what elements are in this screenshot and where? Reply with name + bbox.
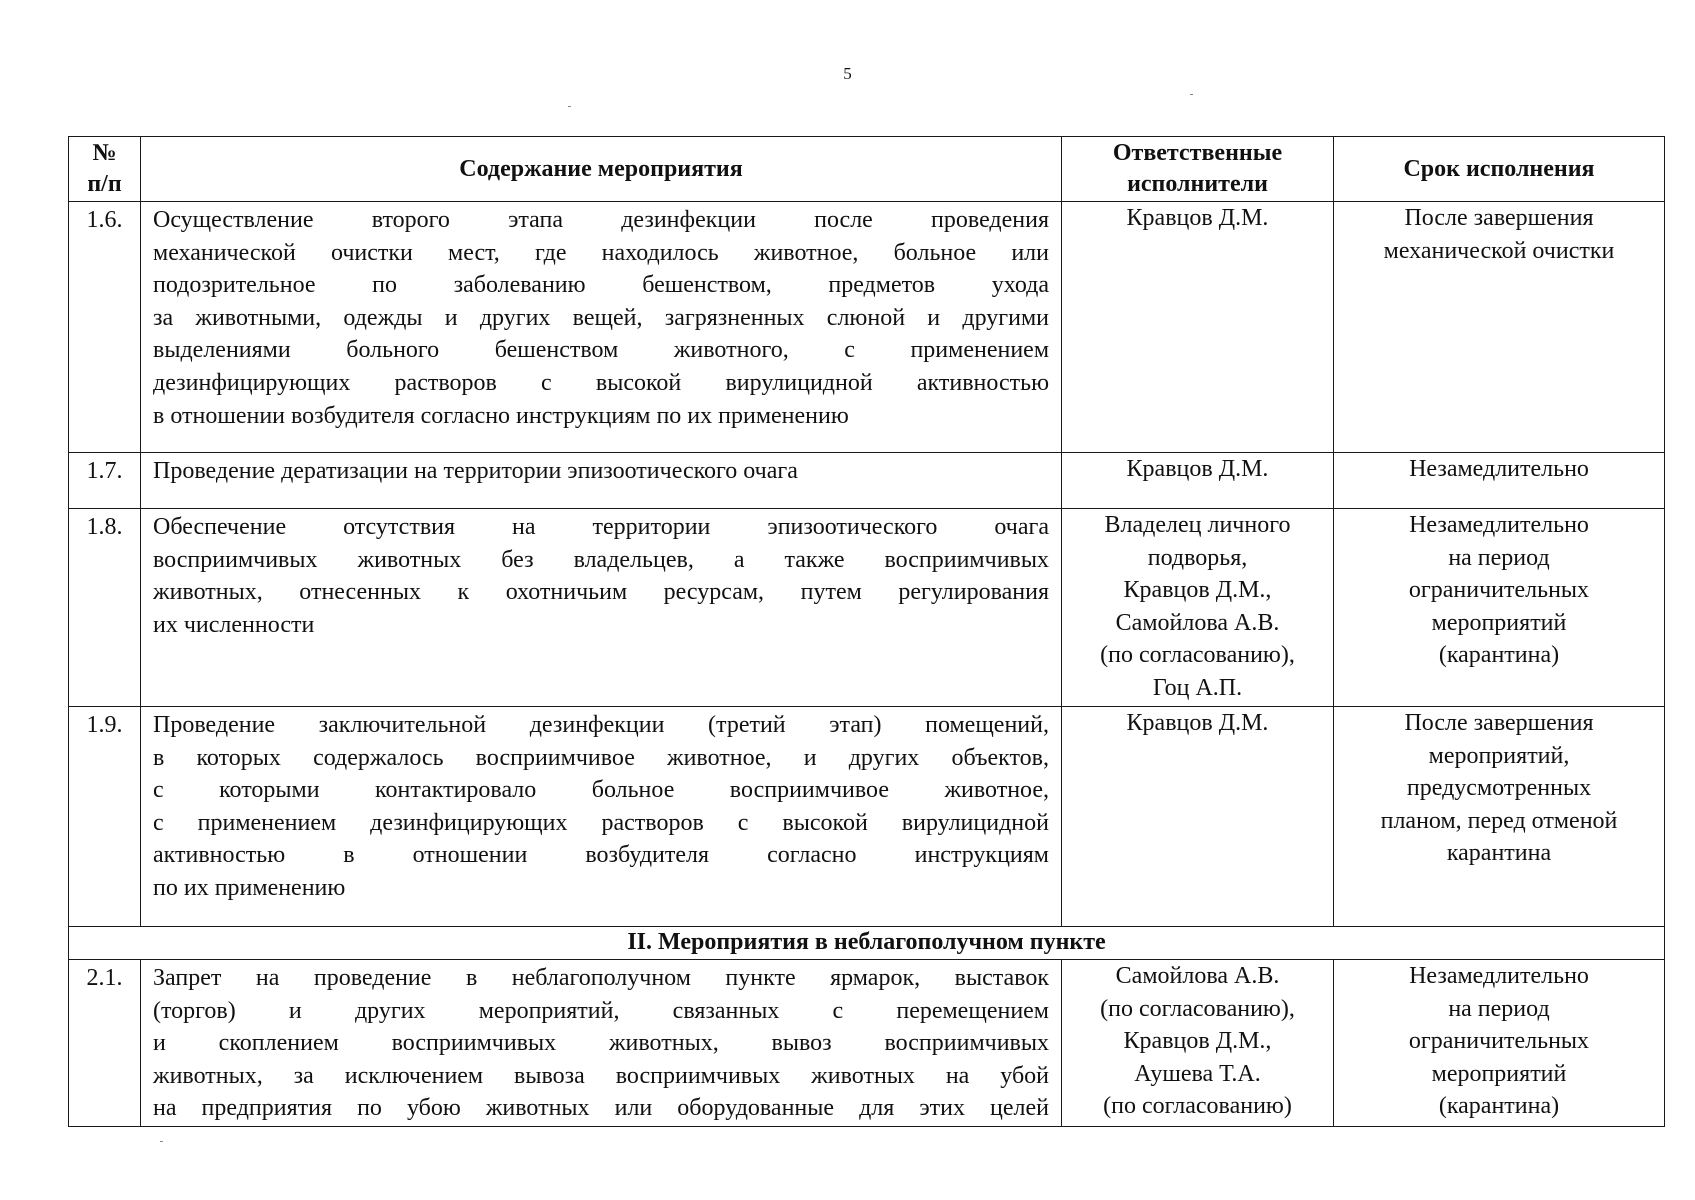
content-line: Проведение заключительной дезинфекции (третий этап) помещений,	[153, 712, 1049, 738]
row-content	[141, 453, 1062, 509]
row-term	[1334, 707, 1665, 927]
term-line: После завершения	[1404, 710, 1594, 736]
responsible-line: Кравцов Д.М.,	[1123, 1028, 1272, 1055]
content-line: Запрет на проведение в неблагополучном пункте ярмарок, выставок	[153, 965, 1049, 991]
content-line: дезинфицирующих растворов с высокой вирулицидной активностью	[153, 369, 1049, 396]
row-number: 1.6.	[69, 202, 141, 453]
term-line: на период	[1448, 995, 1550, 1022]
content-line: с которыми контактировало больное восприимчивое животное,	[153, 777, 1049, 804]
row-term	[1334, 960, 1665, 1127]
content-line: подозрительное по заболеванию бешенством, предметов ухода	[153, 272, 1049, 299]
term-line: на период	[1448, 544, 1550, 571]
row-number: 1.8.	[69, 509, 141, 707]
responsible-line: Аушева Т.А.	[1134, 1060, 1261, 1087]
responsible-line: Кравцов Д.М.	[1126, 710, 1269, 736]
measures-table	[68, 136, 1665, 1127]
row-responsible	[1062, 509, 1334, 707]
row-term	[1334, 202, 1665, 453]
header-responsible-line: исполнители	[1127, 171, 1268, 197]
table-header-row	[69, 137, 1665, 202]
table-row	[69, 960, 1665, 1127]
term-line: Незамедлительно	[1409, 512, 1589, 538]
term-line: ограничительных	[1408, 1028, 1590, 1055]
responsible-line: Кравцов Д.М.,	[1123, 577, 1272, 604]
row-content	[141, 960, 1062, 1127]
row-responsible	[1062, 707, 1334, 927]
responsible-line: (по согласованию),	[1100, 995, 1295, 1022]
row-responsible	[1062, 202, 1334, 453]
responsible-line: Самойлова А.В.	[1115, 963, 1280, 989]
content-line: по их применению	[153, 874, 346, 901]
term-line: мероприятий,	[1428, 742, 1570, 769]
content-line: выделениями больного бешенством животного, с применением	[153, 337, 1049, 364]
header-term: Срок исполнения	[1334, 137, 1665, 202]
content-line: их численности	[153, 611, 315, 638]
content-line: животных, за исключением вывоза восприимчивых животных на убой	[153, 1062, 1049, 1089]
term-line: карантина	[1446, 840, 1552, 867]
responsible-line: Самойлова А.В.	[1115, 609, 1280, 636]
term-line: планом, перед отменой	[1380, 807, 1618, 834]
table-row	[69, 509, 1665, 707]
term-line: предусмотренных	[1406, 775, 1592, 802]
header-responsible-line: Ответственные	[1112, 140, 1283, 166]
scan-artifact	[568, 106, 571, 107]
section-header-row	[69, 927, 1665, 960]
table-row	[69, 202, 1665, 453]
term-line: Незамедлительно	[1409, 963, 1589, 989]
row-responsible	[1062, 453, 1334, 509]
content-line: с применением дезинфицирующих растворов с высокой вирулицидной	[153, 809, 1049, 836]
row-content	[141, 707, 1062, 927]
content-line: механической очистки мест, где находилось животное, больное или	[153, 239, 1049, 266]
responsible-line: (по согласованию)	[1103, 1093, 1292, 1120]
row-term	[1334, 509, 1665, 707]
content-line: в отношении возбудителя согласно инструкциям по их применению	[153, 402, 849, 429]
row-content	[141, 509, 1062, 707]
scan-artifact	[160, 1141, 163, 1142]
term-line: (карантина)	[1438, 642, 1560, 669]
header-responsible	[1062, 137, 1334, 202]
header-number-line: №	[92, 140, 117, 166]
content-line: за животными, одежды и других вещей, загрязненных слюной и другими	[153, 304, 1049, 331]
content-line: животных, отнесенных к охотничьим ресурсам, путем регулирования	[153, 579, 1049, 606]
content-line: активностью в отношении возбудителя согласно инструкциям	[153, 842, 1049, 869]
content-line: и скоплением восприимчивых животных, вывоз восприимчивых	[153, 1030, 1049, 1057]
row-number: 1.9.	[69, 707, 141, 927]
header-number	[69, 137, 141, 202]
term-line: мероприятий	[1431, 609, 1567, 636]
responsible-line: подворья,	[1147, 544, 1248, 571]
page-number: 5	[843, 64, 852, 83]
content-line: (торгов) и других мероприятий, связанных с перемещением	[153, 997, 1049, 1024]
row-number: 1.7.	[69, 453, 141, 509]
responsible-line: Кравцов Д.М.	[1126, 456, 1269, 482]
table-row	[69, 707, 1665, 927]
content-line: Проведение дератизации на территории эпизоотического очага	[153, 458, 798, 484]
row-content	[141, 202, 1062, 453]
responsible-line: Кравцов Д.М.	[1126, 205, 1269, 231]
term-line: (карантина)	[1438, 1093, 1560, 1120]
term-line: ограничительных	[1408, 577, 1590, 604]
responsible-line: Гоц А.П.	[1152, 674, 1243, 701]
content-line: восприимчивых животных без владельцев, а также восприимчивых	[153, 546, 1049, 573]
term-line: Незамедлительно	[1409, 456, 1589, 482]
content-line: Осуществление второго этапа дезинфекции после проведения	[153, 207, 1049, 233]
content-line: Обеспечение отсутствия на территории эпизоотического очага	[153, 514, 1049, 540]
content-line: на предприятия по убою животных или оборудованные для этих целей	[153, 1095, 1049, 1122]
scan-artifact	[1190, 94, 1193, 95]
responsible-line: (по согласованию),	[1100, 642, 1295, 669]
header-number-line: п/п	[87, 171, 122, 197]
row-term	[1334, 453, 1665, 509]
row-number: 2.1.	[69, 960, 141, 1127]
table-row	[69, 453, 1665, 509]
term-line: мероприятий	[1431, 1060, 1567, 1087]
header-content: Содержание мероприятия	[141, 137, 1062, 202]
row-responsible	[1062, 960, 1334, 1127]
responsible-line: Владелец личного	[1104, 512, 1291, 538]
content-line: в которых содержалось восприимчивое животное, и других объектов,	[153, 744, 1049, 771]
section-title: II. Мероприятия в неблагополучном пункте	[69, 927, 1665, 960]
term-line: механической очистки	[1383, 237, 1615, 264]
term-line: После завершения	[1404, 205, 1594, 231]
